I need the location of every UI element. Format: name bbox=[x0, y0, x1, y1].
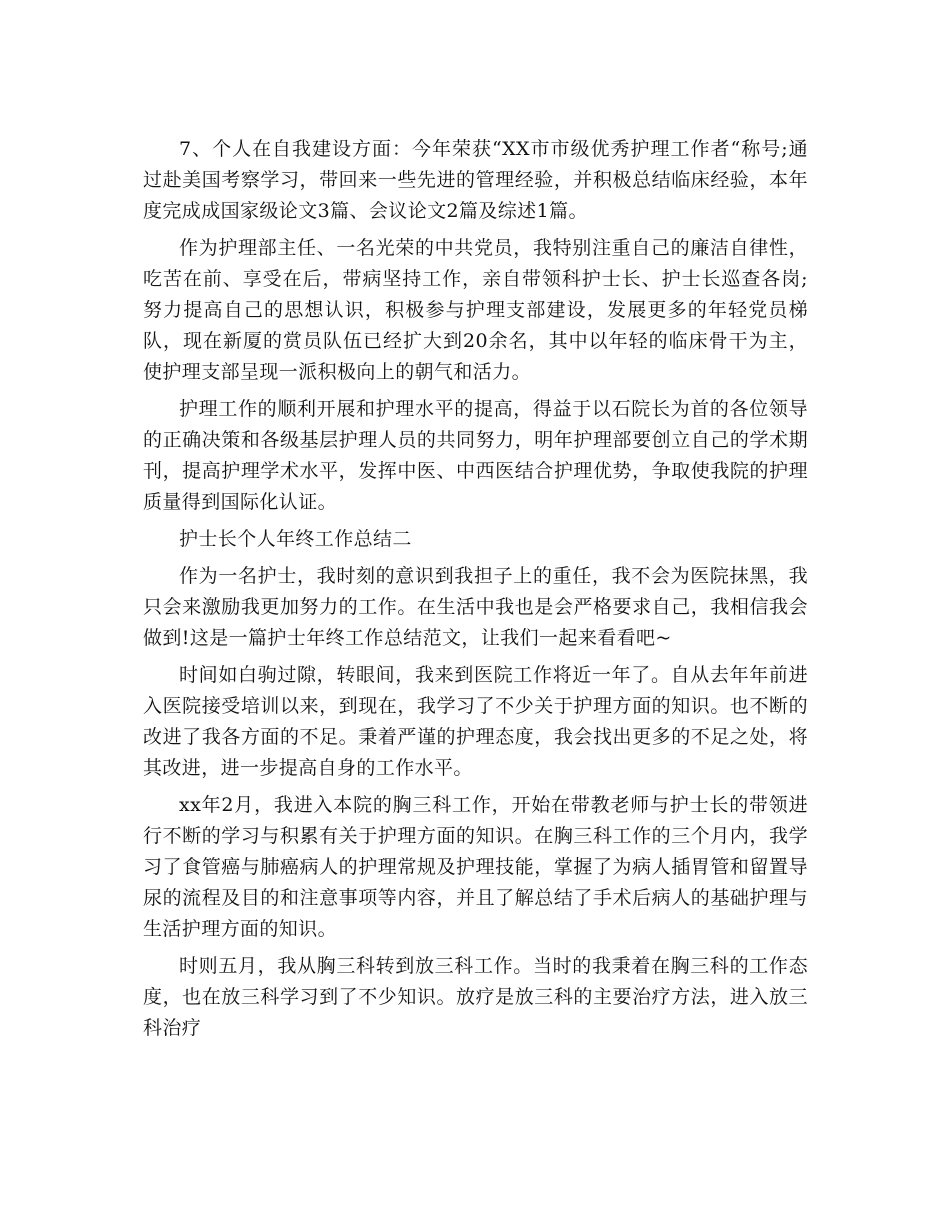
document-body bbox=[143, 134, 808, 1044]
paragraph-time-passes: 时间如白驹过隙，转眼间，我来到医院工作将近一年了。自从去年年前进入医院接受培训以来，到现在，我学习了不少关于护理方面的知识。也不断的改进了我各方面的不足。秉着严谨的护理态度，我会找出更多的不足之处，将其改进，进一步提高自身的工作水平。 bbox=[143, 664, 808, 779]
paragraph-party-member: 作为护理部主任、一名光荣的中共党员，我特别注重自己的廉洁自律性，吃苦在前、享受在后，带病坚持工作，亲自带领科护士长、护士长巡查各岗;努力提高自己的思想认识，积极参与护理支部建设，发展更多的年轻党员梯队，现在新厦的赏员队伍已经扩大到20余名，其中以年轻的临床骨干为主，使护理支部呈现一派积极向上的朝气和活力。 bbox=[143, 237, 808, 383]
paragraph-intro: 作为一名护士，我时刻的意识到我担子上的重任，我不会为医院抹黑，我只会来激励我更加努力的工作。在生活中我也是会严格要求自己，我相信我会做到!这是一篇护士年终工作总结范文，让我们一起来看看吧~ bbox=[143, 565, 808, 649]
paragraph-nursing-work: 护理工作的顺利开展和护理水平的提高，得益于以石院长为首的各位领导的正确决策和各级基层护理人员的共同努力，明年护理部要创立自己的学术期刊，提高护理学术水平，发挥中医、中西医结合护理优势，争取使我院的护理质量得到国际化认证。 bbox=[143, 398, 808, 513]
paragraph-radiotherapy-dept: 时则五月，我从胸三科转到放三科工作。当时的我秉着在胸三科的工作态度，也在放三科学习到了不少知识。放疗是放三科的主要治疗方法，进入放三科治疗 bbox=[143, 955, 808, 1039]
section-heading: 护士长个人年终工作总结二 bbox=[179, 528, 412, 550]
paragraph-self-development: 7、个人在自我建设方面：今年荣获“XX市市级优秀护理工作者“称号;通过赴美国考察学习，带回来一些先进的管理经验，并积极总结临床经验，本年度完成成国家级论文3篇、会议论文2篇及综述1篇。 bbox=[143, 138, 808, 222]
paragraph-chest-dept: xx年2月，我进入本院的胸三科工作，开始在带教老师与护士长的带领进行不断的学习与积累有关于护理方面的知识。在胸三科工作的三个月内，我学习了食管癌与肺癌病人的护理常规及护理技能，掌握了为病人插胃管和留置导尿的流程及目的和注意事项等内容，并且了解总结了手术后病人的基础护理与生活护理方面的知识。 bbox=[143, 794, 808, 940]
